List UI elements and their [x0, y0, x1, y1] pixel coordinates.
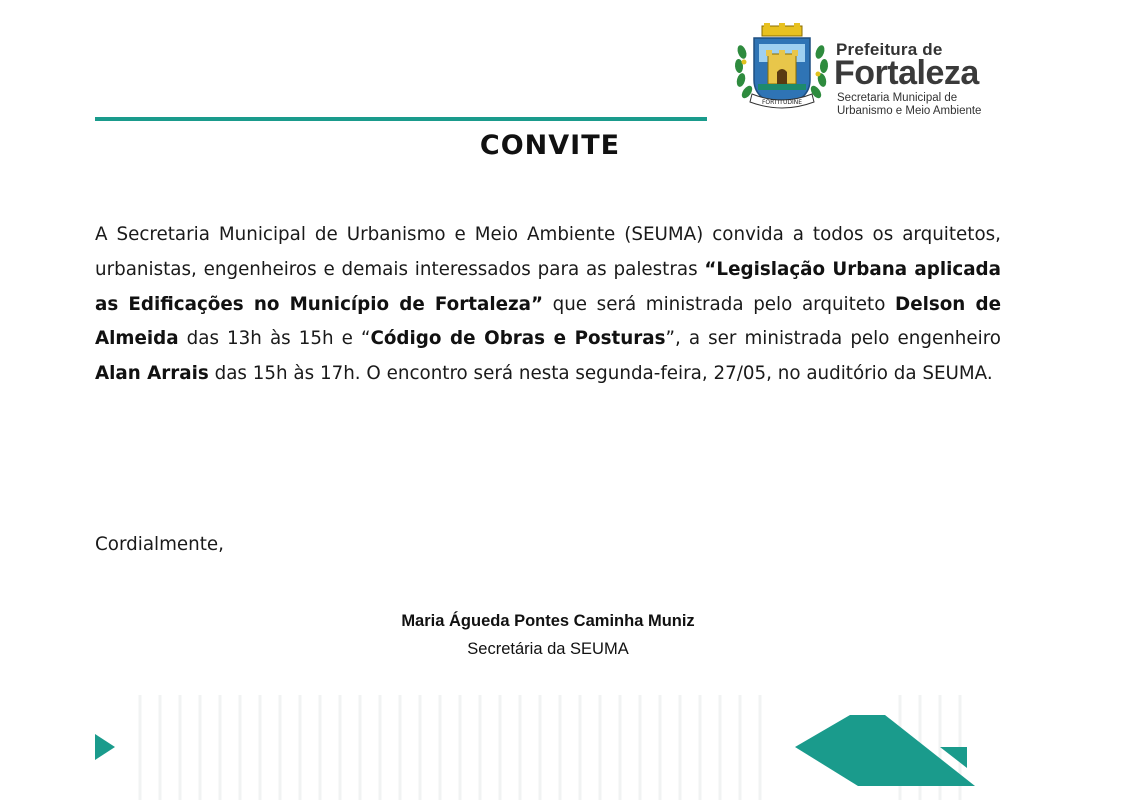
signatory-role: Secretária da SEUMA — [467, 640, 629, 658]
logo-department-line2: Urbanismo e Meio Ambiente — [837, 105, 982, 117]
logo-department-line1: Secretaria Municipal de — [837, 92, 958, 104]
body-text-3: das 13h às 15h e “ — [178, 328, 371, 350]
left-arrow-icon — [95, 734, 115, 760]
header-divider — [95, 117, 707, 121]
coat-of-arms-icon — [732, 22, 832, 112]
body-text-4: ”, a ser ministrada pelo engenheiro — [665, 328, 1001, 350]
footer-decoration — [0, 690, 1133, 800]
body-text-1: A Secretaria Municipal de Urbanismo e Meio Ambiente (SEUMA) convida a todos os arquitetos, urbanistas, engenheiros e demais interessados para as palestras — [95, 224, 1001, 280]
closing-salutation: Cordialmente, — [95, 534, 224, 555]
invitation-body — [95, 218, 1001, 392]
page-title: CONVITE — [479, 130, 621, 161]
speaker-1: Delson de Almeida — [95, 293, 1001, 350]
signatory-name: Maria Águeda Pontes Caminha Muniz — [401, 612, 695, 630]
talk-title-1: “Legislação Urbana aplicada as Edificações no Município de Fortaleza” — [95, 258, 1001, 315]
talk-title-2: Código de Obras e Posturas — [370, 328, 666, 350]
logo-city: Fortaleza — [834, 54, 979, 92]
speaker-2: Alan Arrais — [95, 363, 209, 385]
logo-prefix: Prefeitura de — [836, 40, 943, 59]
body-text-2: que será ministrada pelo arquiteto — [542, 293, 896, 315]
body-text-5: das 15h às 17h. O encontro será nesta segunda-feira, 27/05, no auditório da SEUMA. — [208, 363, 993, 385]
prefeitura-logo — [732, 22, 1007, 122]
motto-text: FORTITUDINE — [761, 99, 803, 106]
